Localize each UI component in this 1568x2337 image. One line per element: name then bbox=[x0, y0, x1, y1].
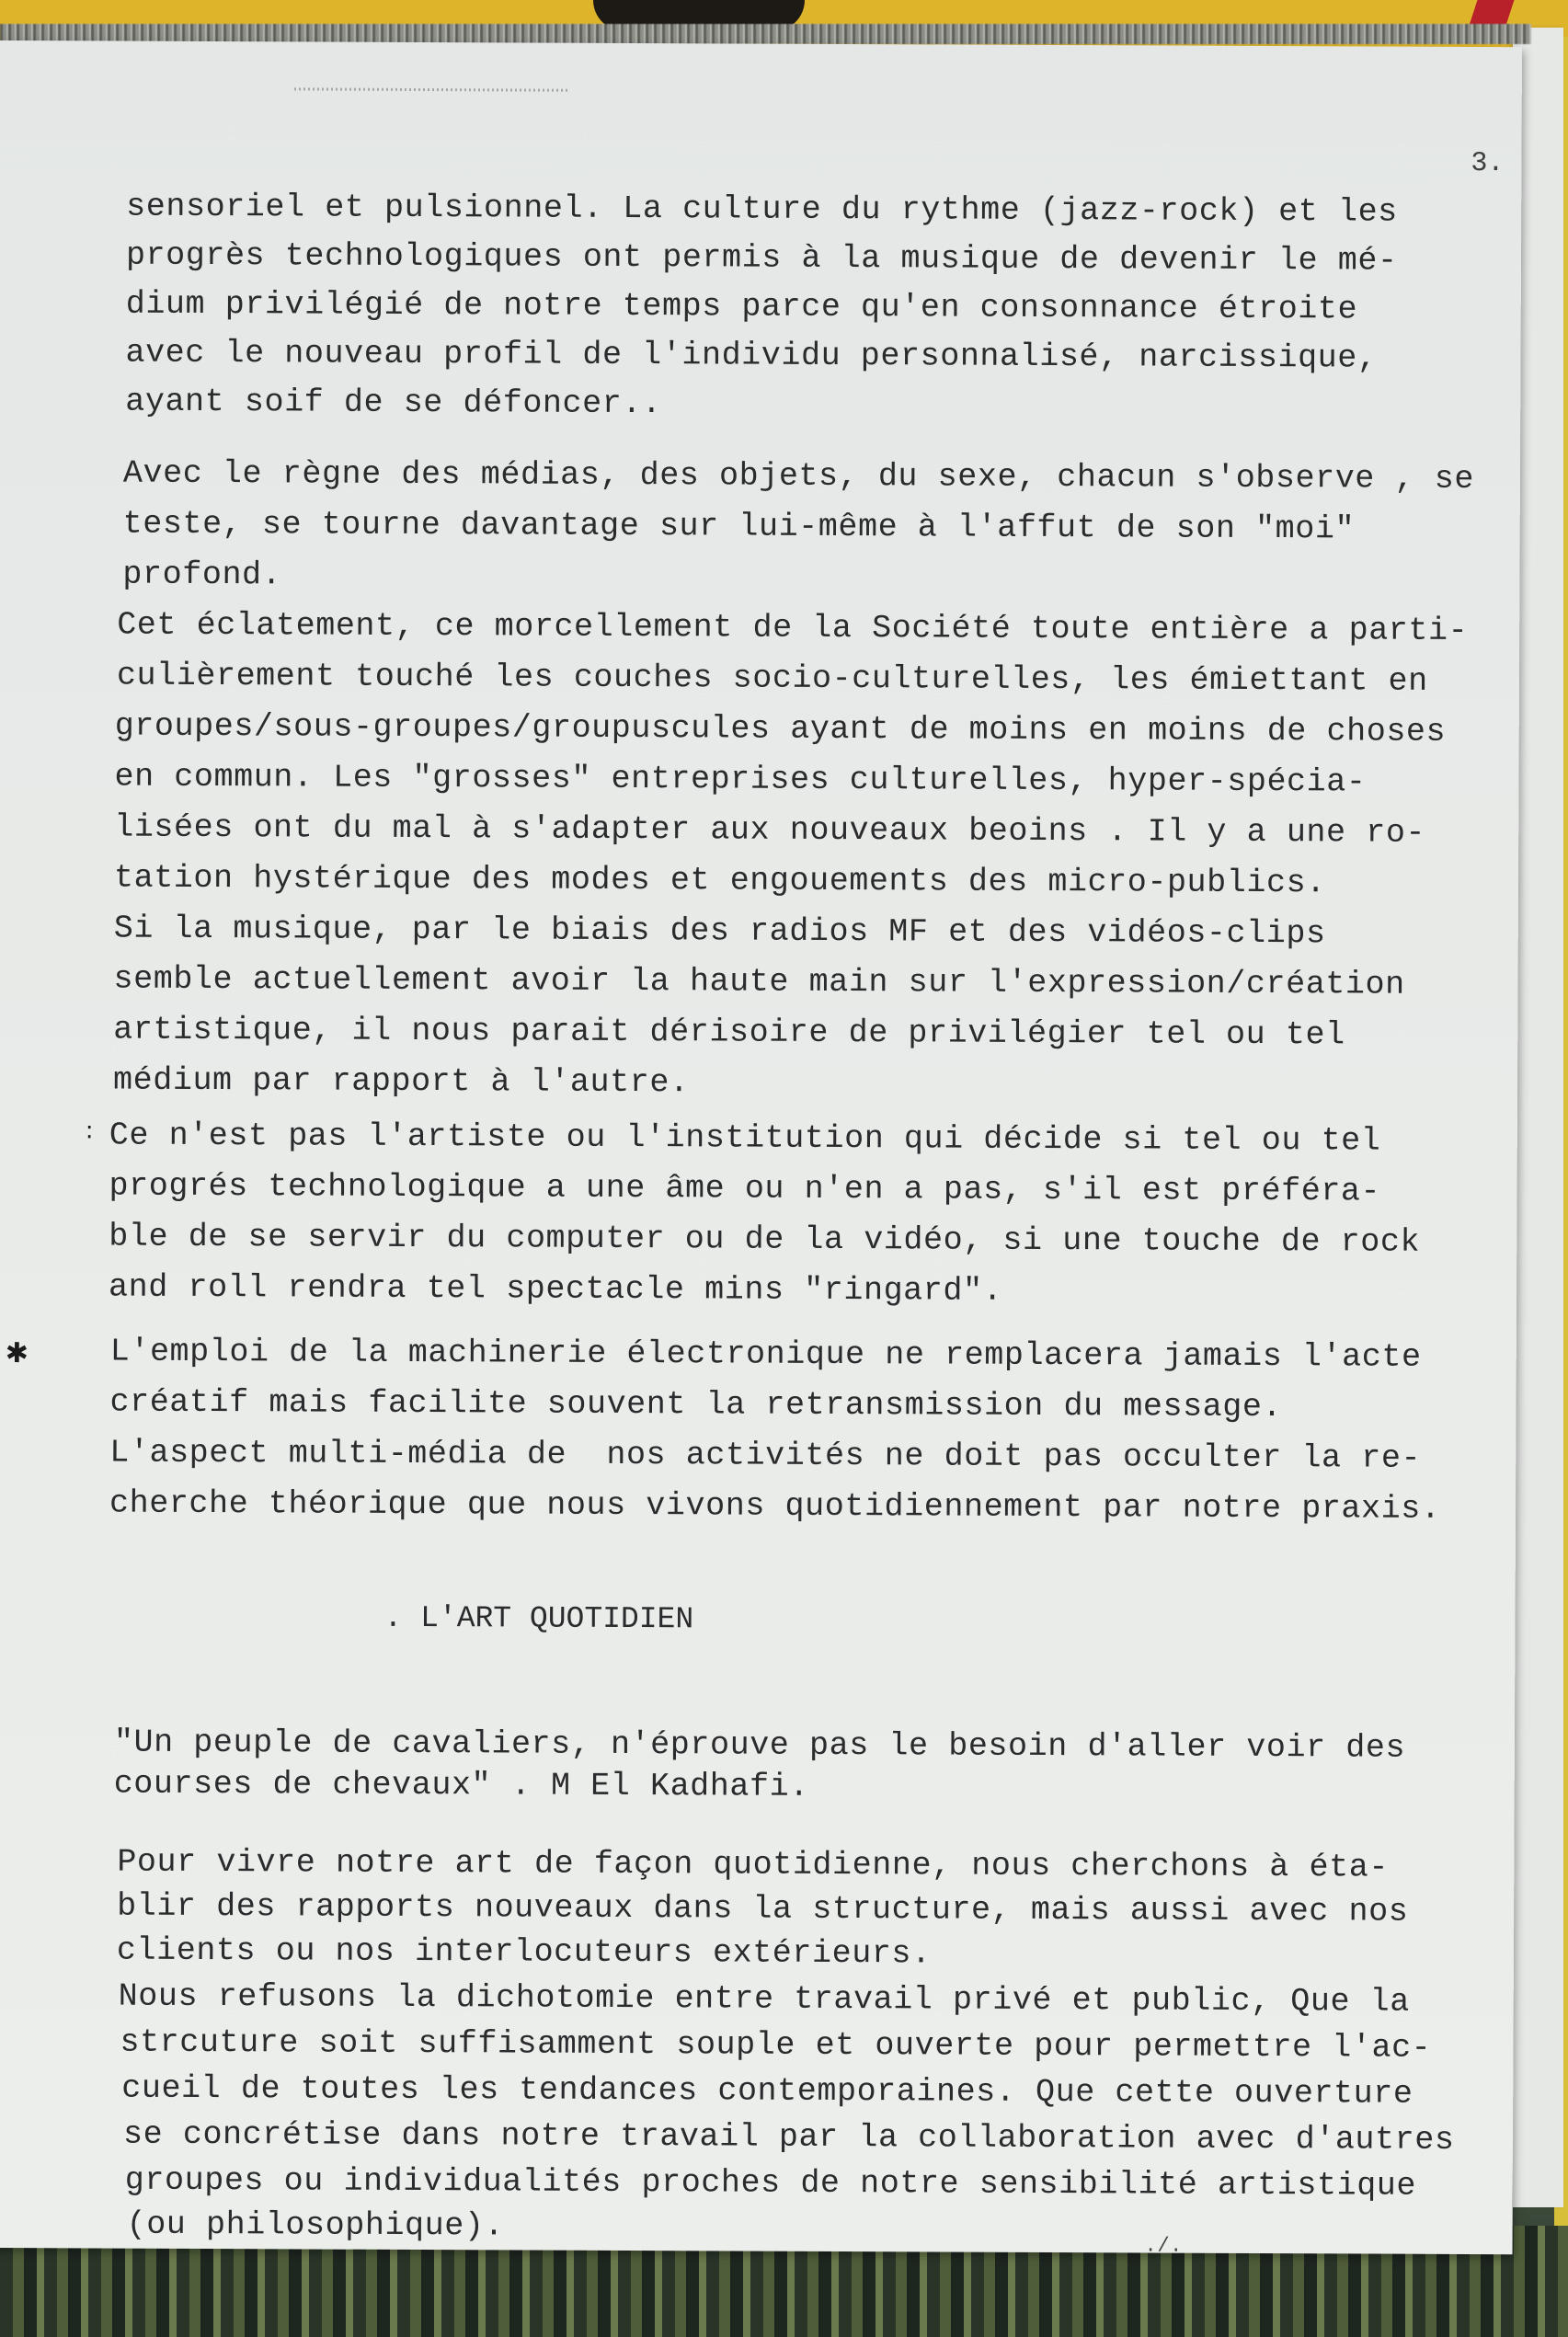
text-line: Ce n'est pas l'artiste ou l'institution qui décide si tel ou tel bbox=[109, 1117, 1381, 1160]
text-line: blir des rapports nouveaux dans la structure, mais aussi avec nos bbox=[117, 1887, 1409, 1930]
text-line: L'aspect multi-média de nos activités ne doit pas occulter la re- bbox=[109, 1434, 1422, 1477]
text-line: en commun. Les "grosses" entreprises culturelles, hyper-spécia- bbox=[114, 758, 1367, 801]
text-line: Pour vivre notre art de façon quotidienne, nous cherchons à éta- bbox=[117, 1843, 1390, 1886]
text-line: groupes/sous-groupes/groupuscules ayant de moins en moins de choses bbox=[114, 707, 1447, 750]
text-line: dium privilégié de notre temps parce qu'en consonnance étroite bbox=[125, 285, 1358, 328]
text-line: cherche théorique que nous vivons quotidiennement par notre praxis. bbox=[109, 1484, 1441, 1528]
text-line: créatif mais facilite souvent la retransmission du message. bbox=[109, 1383, 1283, 1426]
text-line: lisées ont du mal à s'adapter aux nouveaux beoins . Il y a une ro- bbox=[114, 808, 1426, 852]
text-line: Si la musique, par le biais des radios MF et des vidéos-clips bbox=[113, 910, 1326, 953]
text-line: sensoriel et pulsionnel. La culture du rythme (jazz-rock) et les bbox=[126, 188, 1398, 231]
text-line: Cet éclatement, ce morcellement de la Société toute entière a parti- bbox=[117, 606, 1469, 649]
continuation-mark: ./. bbox=[1144, 2234, 1184, 2258]
text-line: se concrétise dans notre travail par la collaboration avec d'autres bbox=[122, 2115, 1455, 2159]
text-line: groupes ou individualités proches de notre sensibilité artistique bbox=[124, 2161, 1417, 2205]
text-line: clients ou nos interlocuteurs extérieurs. bbox=[116, 1931, 932, 1973]
text-line: cueil de toutes les tendances contemporaines. Que cette ouverture bbox=[121, 2069, 1413, 2113]
text-line: artistique, il nous parait dérisoire de privilégier tel ou tel bbox=[113, 1011, 1345, 1054]
bleed-through-mark bbox=[294, 87, 570, 91]
text-line: L'emploi de la machinerie électronique ne remplacera jamais l'acte bbox=[109, 1333, 1422, 1376]
margin-mark: : bbox=[85, 1117, 94, 1145]
text-line: culièrement touché les couches socio-culturelles, les émiettant en bbox=[116, 657, 1428, 700]
text-line: ayant soif de se défoncer.. bbox=[125, 383, 662, 423]
text-line: médium par rapport à l'autre. bbox=[112, 1061, 690, 1102]
text-line: progrés technologique a une âme ou n'en a pas, s'il est préféra- bbox=[109, 1167, 1381, 1210]
text-line: teste, se tourne davantage sur lui-même à l'affut de son "moi" bbox=[122, 505, 1356, 548]
section-heading: . L'ART QUOTIDIEN bbox=[383, 1600, 694, 1637]
text-line: Nous refusons la dichotomie entre travail privé et public, Que la bbox=[118, 1977, 1411, 2021]
page-number: 3. bbox=[1471, 147, 1505, 180]
quote-line: "Un peuple de cavaliers, n'éprouve pas le besoin d'aller voir des bbox=[113, 1724, 1406, 1767]
text-line: profond. bbox=[122, 556, 282, 594]
quote-line: courses de chevaux" . M El Kadhafi. bbox=[113, 1765, 809, 1805]
text-line: progrès technologiques ont permis à la musique de devenir le mé- bbox=[125, 236, 1398, 280]
text-line: avec le nouveau profil de l'individu personnalisé, narcissique, bbox=[125, 334, 1378, 377]
ink-blot: ✱ bbox=[5, 1337, 29, 1370]
text-line: tation hystérique des modes et engouements des micro-publics. bbox=[113, 859, 1326, 902]
text-line: and roll rendra tel spectacle mins "ringard". bbox=[108, 1268, 1003, 1310]
text-line: (ou philosophique). bbox=[126, 2205, 505, 2245]
document-page bbox=[0, 40, 1522, 2258]
text-line: ble de se servir du computer ou de la vidéo, si une touche de rock bbox=[109, 1218, 1421, 1261]
text-line: Avec le règne des médias, des objets, du sexe, chacun s'observe , se bbox=[122, 454, 1475, 498]
text-line: semble actuellement avoir la haute main sur l'expression/création bbox=[113, 960, 1405, 1003]
text-line: strcuture soit suffisamment souple et ouverte pour permettre l'ac- bbox=[120, 2023, 1432, 2067]
